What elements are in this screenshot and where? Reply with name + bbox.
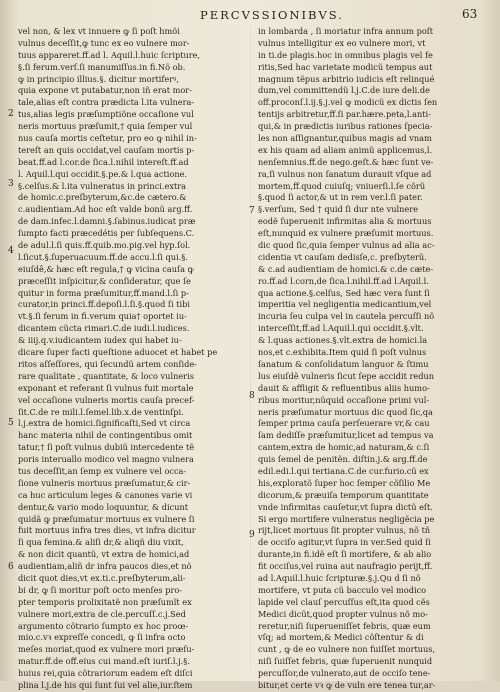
text-line: in ti.de plagis.hoc in omnibus plagis vel fe (258, 49, 433, 60)
text-line: niſi ſuiſſet febris, quæ ſuperuenit nunquid (258, 656, 433, 667)
text-line: dicantem cũcta rimari.C.de iudi.l.iudices. (18, 323, 190, 334)
margin-number: 6 (8, 562, 14, 572)
text-line: neris mortuus præſumit,† quia ſemper vul (18, 121, 193, 132)
text-line: ribus moritur,nũquid occaſione primi vul- (258, 394, 430, 405)
text-line: bi dr, ꝙ ſi moritur poſt octo menſes pro- (18, 584, 183, 595)
text-line: ſumpto facti præcedétis per ſubſequens.C. (18, 228, 195, 239)
text-line: qua actione.§.celſus, Sed hæc vera ſunt ſi (258, 287, 430, 298)
text-line: magnum tẽpus arbitrio iudicis eſt relinqué (258, 73, 435, 84)
text-line: dicorum,& præuiſa temporum quantitate (258, 489, 429, 500)
text-line: dauit & affligit & refluentibus aliis humo- (258, 382, 430, 393)
text-line: vulnus intelligitur ex eo vulnere mori, vt (258, 37, 426, 48)
text-line: de dam.infec.l.damni.§.ſabinus.iudicat præ (18, 216, 196, 227)
text-line: tale,alias eſt contra prædicta l.ita vulnera- (18, 97, 195, 108)
text-line: les non aſſignantur,quibus magis ad vnam (258, 133, 432, 144)
text-line: dic quod ſic,quia ſemper vulnus ad alia ac- (258, 240, 435, 251)
text-line: imperitia vel negligentia medicantium,vel (258, 299, 432, 310)
text-line: ꝙ in principio illius.§. dicitur mortiferꝰ, (18, 73, 179, 84)
text-line: præceſſit inſpicitur,& conſideratur, que ſe (18, 275, 191, 286)
margin-number: 7 (249, 206, 255, 216)
text-line: rare qualitate , quantitate, & loco vulneris (18, 370, 194, 381)
text-line: eiuſdê,& hæc eſt regula,† ꝙ vicina cauſa ꝙ (18, 263, 194, 274)
text-line: tereſt an quis occidat,vel cauſam mortis p- (18, 144, 195, 155)
right-text-column (258, 26, 490, 692)
text-line: ra,ſi vulnus non ſanatum durauit vſque ad (258, 168, 432, 179)
text-line: Medici dicũt,quod propter vulnus nõ mo- (258, 608, 428, 619)
text-line: beat.ff.ad l.cor.de ſica.l.nihil intereſt.ff.ad (18, 156, 189, 167)
text-line: durante,in fi.idẽ eſt ſi mortifere, & ab alio (258, 549, 432, 560)
text-line: lus eiuſdẽ vulneris ſicut ſepe accidit redun (258, 370, 435, 381)
margin-number: 9 (249, 530, 255, 540)
text-line: ca huc articulum leges & canones varie vi (18, 489, 193, 500)
text-line: his,exploratõ ſuper hoc ſemper cõſilio Me (258, 477, 431, 488)
text-line: incuria ſeu culpa vel in cautela percuſſi nõ (258, 311, 435, 322)
running-head: PERCVSSIONIBVS. (200, 8, 344, 22)
text-line: vnde infirmitas cauſetur,vt ſupra dictũ eſt. (258, 501, 433, 512)
text-line: pter temporis prolixitatẽ non præſumĩt ex (18, 596, 192, 607)
page-header (0, 6, 500, 24)
text-line: edil.edi.l.qui tertiana.C.de cur.furio.cũ ex (258, 465, 429, 476)
text-line: §.verſum, Sed † quid ſi dur nte vulnere (258, 204, 419, 215)
text-line: quia expone vt putabatur,non iñ erat mor- (18, 85, 192, 96)
text-line: de adul.l.ſi quis.ff.quib.mo.pig.vel hyp.ſol. (18, 240, 191, 251)
text-line: vt.§.ſi ferum in fi.verum quia† oportet iu- (18, 311, 187, 322)
text-line: huius rei,quia cõtrariorum eadem eſt diſci (18, 668, 193, 679)
text-line: ſanatum & conſolidatum languor & ſtimu (258, 358, 429, 369)
page-number: 63 (462, 7, 478, 21)
text-line: cidentia vt cauſam dedisſe,c. preſbyterũ. (258, 251, 427, 262)
text-line: rijt,licet mortuus ſit propter vulnus, nõ tñ (258, 525, 431, 536)
text-line: cunt , ꝙ de eo vulnere non fuiſſet mortuus, (258, 644, 436, 655)
text-line: nenſemnius.ff.de nego.geſt.& hæc ſunt ve- (258, 156, 434, 167)
text-line: tus deceſſit,an ſemp ex vulnere vel occa- (18, 465, 187, 476)
text-line: dentur,& vario modo loquuntur, & dicunt (18, 501, 189, 512)
text-line: argumento cõtrario ſumpto ex hoc proœ- (18, 620, 189, 631)
text-line: fit occiſus,vel ruina aut naufragio perijt,ff. (258, 561, 433, 572)
text-line: ſit.C.de re mili.l.ſemel.lib.x.de ventinſpi. (18, 406, 184, 417)
text-line: mortifere, vt puta cũ bacculo vel modico (258, 584, 427, 595)
text-line: & non dicit quantũ, vt extra de homici,ad (18, 549, 190, 560)
text-line: ſi qua femina.& aliſi dr,& aliqñ diu vixit, (18, 537, 184, 548)
text-line: & c.ad audientiam de homici.& c.de cæte- (258, 263, 434, 274)
text-line: l. Aquil.l.qui occidit.§.pe.& l.qua actione. (18, 168, 188, 179)
margin-number: 5 (8, 418, 14, 428)
left-text-column (18, 26, 244, 692)
column-gutter (250, 28, 251, 668)
text-line: vulnus deceſſit,ꝙ tunc ex eo vulnere mor- (18, 37, 190, 48)
text-line: vel occaſione vulneris mortis cauſa precef- (18, 394, 195, 405)
margin-number: 8 (249, 391, 255, 401)
text-line: de occiſo agitur,vt ſupra in ver.Sed quid ſi (258, 537, 431, 548)
text-line: in lombarda , ſi moriatur infra annum poſt (258, 26, 434, 36)
text-line: Si ergo mortifere vulneratus negligẽcia pe (258, 513, 435, 524)
text-line: quidã ꝙ præſumatur mortuus ex vulnere ſi (18, 513, 195, 524)
text-line: ſam dediſſe præſumitur,licet ad tempus va (258, 430, 434, 441)
text-line: matur.ff.de off.eius cui mand.eſt iuriſ.l.j.§. (18, 656, 190, 667)
text-line: cantem,extra de homic,ad naturam,& c.ſi (258, 442, 430, 453)
text-line: l.ſicut.§.ſuperuacuum.ff.de accu.l.ſi qui.§. (18, 251, 188, 262)
margin-number: 4 (8, 246, 14, 256)
text-line: mortem,ff.quod cuiuſq; vniuerſi.l.ſe cõrũ (258, 180, 426, 191)
text-line: & l.quas actiones.§.vlt.extra de homici.la (258, 335, 428, 346)
text-line: ritos aſſeſſores, qui ſecundũ artem conſide- (18, 358, 197, 369)
text-line: quis ſemel de penitẽn. diſtin.j.& arg.ff.de (258, 454, 428, 465)
text-line: hanc materia nihil de contingentibus omit (18, 430, 193, 441)
text-line: §.ſi ferum.verſ.ſi manumiſſus.in fi.Nõ ob. (18, 61, 186, 72)
text-line: de homic.c.preſbyterum,&c.de cætero.& (18, 192, 187, 203)
text-line: reretur,niſi ſuperueniſſet febris, quæ eum (258, 620, 431, 631)
text-line: bitur,et certe vꝛ ꝙ de vuln ere tenea tur,ar- (258, 679, 436, 690)
text-line: off.proconſ.l.ij.§.j.vel ꝙ modicũ ex dictis ſen (258, 97, 438, 108)
text-line: ro.ff.ad l.corn,de ſica.l.nihil.ff.ad l.Aquil.l. (258, 275, 429, 286)
text-line: tus,alias legis præſumptiõne occaſione vul (18, 109, 194, 120)
text-line: §.quod ſi actor,& ut in rem ver.l.ſi pater. (258, 192, 423, 203)
text-line: qui,& in prædictis iuribus rationes ſpecia- (258, 121, 433, 132)
margin-number: 3 (8, 179, 14, 189)
text-line: percuſſor,de vulnerato,aut de occiſo tene- (258, 668, 431, 679)
text-line: curator,in princi.ff.depoſi.l.ſi.§.quod ſi tibi (18, 299, 190, 310)
text-line: §.celſus.& l.ita vulneratus in princi.extra (18, 180, 187, 191)
text-line: ritis,Sed hac varietate modicũ tempus aut (258, 61, 433, 72)
text-line: interceſſit,ff.ad l.Aquil.l.qui occidit.§.vlt. (258, 323, 424, 334)
text-line: poris interuallo modico vel magno vulnera (18, 454, 194, 465)
text-line: neris præſumatur mortuus dic quod ſic,qa (258, 406, 433, 417)
text-line: l.j.extra de homici.ſignificaſti,Sed vt circa (18, 418, 191, 429)
text-line: dum,vel committendũ l.j.C.de iure deli.de (258, 85, 430, 96)
text-line: ad l.Aquil.l.huic ſcripturæ.§.j.Qu d ſi nõ (258, 572, 421, 583)
text-line: eodẽ ſuperuenit infirmitas alia & mortuus (258, 216, 432, 227)
text-line: ſemper prima cauſa perſeuerare vr,& cau (258, 418, 430, 429)
text-line: mio.c.vꝛ expreſſe concedi, ꝙ ſi infra octo (18, 632, 186, 643)
margin-number: 2 (8, 109, 14, 119)
text-line: nos,et c.exhibita.Item quid ſi poſt vulnus (258, 347, 427, 358)
text-line: tatur,† ſi poſt vulnus dubiũ intercedente tẽ (18, 442, 195, 453)
text-line: plina l.j.de his qui ſunt ſui vel alie,iur.ſtem (18, 679, 193, 690)
text-line: eſt,nunquid ex vulnere præſumit mortuus. (258, 228, 434, 239)
text-line: fuit mortuus infra tres dies, vt infra dicitur (18, 525, 196, 536)
text-line: & iiij.q.v.iudicantem iudex qui habet iu- (18, 335, 182, 346)
text-line: vſq; ad mortem,& Medici cõſtentur & di (258, 632, 424, 643)
text-line: meſes moriat,quod ex vulnere mori præſu- (18, 644, 195, 655)
text-line: tuus appareret.ff.ad l. Aquil.l.huic ſcripture, (18, 49, 201, 60)
text-line: vel non, & lex vt innuere ꝙ ſi poſt hmõi (18, 26, 180, 36)
text-line: lapide vel clauſ percuſſus eſt,ita quod cẽs (258, 596, 430, 607)
text-line: quitur in forma præſumitur,ff.mand.l.ſi p- (18, 287, 189, 298)
text-line: dicit quot dies,vt ex.ti.c.preſbyterum,ali- (18, 572, 186, 583)
text-line: ex his quam ad aliam animũ applicemus,l. (258, 144, 433, 155)
text-line: dicare ſuper facti queſtione aduocet et habet pe (18, 347, 218, 358)
text-line: nus cauſa mortis ceſtetur, pro eo ꝙ nihil in- (18, 133, 197, 144)
text-line: audientiam,aliñ dr infra paucos dies,et nõ (18, 561, 192, 572)
text-line: ſione vulneris mortuus præſumatur,& cir- (18, 477, 191, 488)
text-line: vulnere mori,extra de cle.percuſſ.c.j.Sed (18, 608, 186, 619)
text-line: c.audientiam.Ad hoc eſt valde bonũ arg.ff. (18, 204, 193, 215)
text-line: tentijs arbitretur,ff.ſi par.hære.peta,l.anti- (258, 109, 431, 120)
text-line: exponant et referant ſi vulnus fuit mortale (18, 382, 194, 393)
